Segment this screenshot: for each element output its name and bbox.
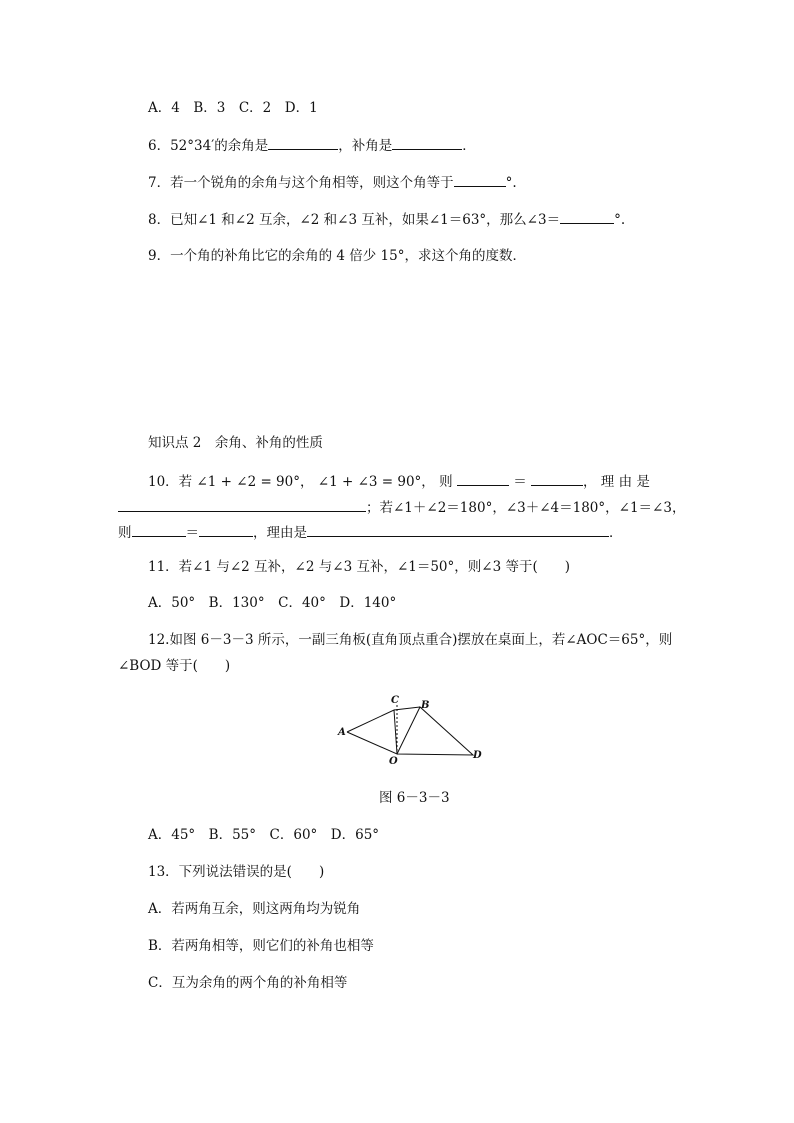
- q6-blank-2[interactable]: [392, 135, 462, 150]
- q10-text-6: ．: [609, 525, 623, 541]
- q10-eq-2: ＝: [185, 525, 199, 541]
- question-7: [148, 172, 517, 193]
- label-a: A: [338, 727, 346, 738]
- q6-blank-1[interactable]: [268, 135, 338, 150]
- label-b: B: [421, 700, 430, 711]
- q6-text-1: 6．52°34′的余角是: [148, 138, 269, 154]
- label-c: C: [391, 695, 399, 706]
- figure-caption: 图 6－3－3: [379, 790, 450, 806]
- q11-options: A．50° B．130° C．40° D．140°: [148, 595, 397, 611]
- q8-text-2: °.: [614, 212, 626, 228]
- q10-blank-5[interactable]: [199, 522, 253, 537]
- triangle-figure: [336, 690, 488, 770]
- q10-text-1: 10．若 ∠1 + ∠2 = 90°， ∠1 + ∠3 = 90°， 则: [148, 474, 453, 490]
- q10-eq-1: ＝: [513, 474, 527, 490]
- q13-option-a: A．若两角互余，则这两角均为锐角: [148, 901, 361, 917]
- q7-text-2: °.: [505, 175, 517, 191]
- q7-blank[interactable]: [454, 172, 506, 187]
- q6-text-2: ，补角是: [338, 138, 393, 154]
- question-8: [148, 209, 625, 230]
- q10-text-2: ， 理 由 是: [582, 474, 650, 490]
- triangle-aoc: [347, 710, 397, 754]
- q10-text-3: ；若∠1＋∠2＝180°，∠3＋∠4＝180°，∠1＝∠3，: [366, 500, 686, 516]
- question-12-line-1: 12.如图 6－3－3 所示，一副三角板(直角顶点重合)摆放在桌面上，若∠AOC＝65°，则: [148, 632, 673, 648]
- segment-cb: [394, 707, 420, 710]
- q10-blank-6[interactable]: [307, 522, 609, 537]
- q10-blank-2[interactable]: [531, 471, 583, 486]
- section-heading: 知识点 2 余角、补角的性质: [148, 435, 323, 451]
- q8-text-1: 8．已知∠1 和∠2 互余，∠2 和∠3 互补，如果∠1＝63°，那么∠3＝: [148, 212, 561, 228]
- label-o: O: [389, 756, 398, 767]
- question-6: [148, 135, 476, 156]
- q10-blank-4[interactable]: [132, 522, 186, 537]
- question-11: 11．若∠1 与∠2 互补，∠2 与∠3 互补，∠1＝50°，则∠3 等于( ): [148, 559, 570, 575]
- question-9: 9．一个角的补角比它的余角的 4 倍少 15°，求这个角的度数．: [148, 248, 526, 264]
- q8-blank[interactable]: [560, 209, 614, 224]
- q10-blank-3[interactable]: [118, 497, 366, 512]
- q10-line-3: [118, 522, 623, 543]
- question-12-line-2: ∠BOD 等于( ): [118, 658, 231, 674]
- triangle-bod: [397, 707, 473, 755]
- q10-line-1: [148, 471, 650, 492]
- q13-option-c: C．互为余角的两个角的补角相等: [148, 975, 348, 991]
- q10-text-4: 则: [118, 525, 132, 541]
- q10-line-2: [118, 497, 685, 518]
- q6-text-3: ．: [462, 138, 476, 154]
- q5-options: A．4 B．3 C．2 D．1: [148, 100, 318, 116]
- q10-blank-1[interactable]: [457, 471, 509, 486]
- label-d: D: [473, 750, 482, 761]
- q13-option-b: B．若两角相等，则它们的补角也相等: [148, 938, 374, 954]
- q7-text-1: 7．若一个锐角的余角与这个角相等，则这个角等于: [148, 175, 454, 191]
- q10-text-5: ，理由是: [253, 525, 307, 541]
- question-13: 13．下列说法错误的是( ): [148, 864, 325, 880]
- q12-options: A．45° B．55° C．60° D．65°: [148, 827, 380, 843]
